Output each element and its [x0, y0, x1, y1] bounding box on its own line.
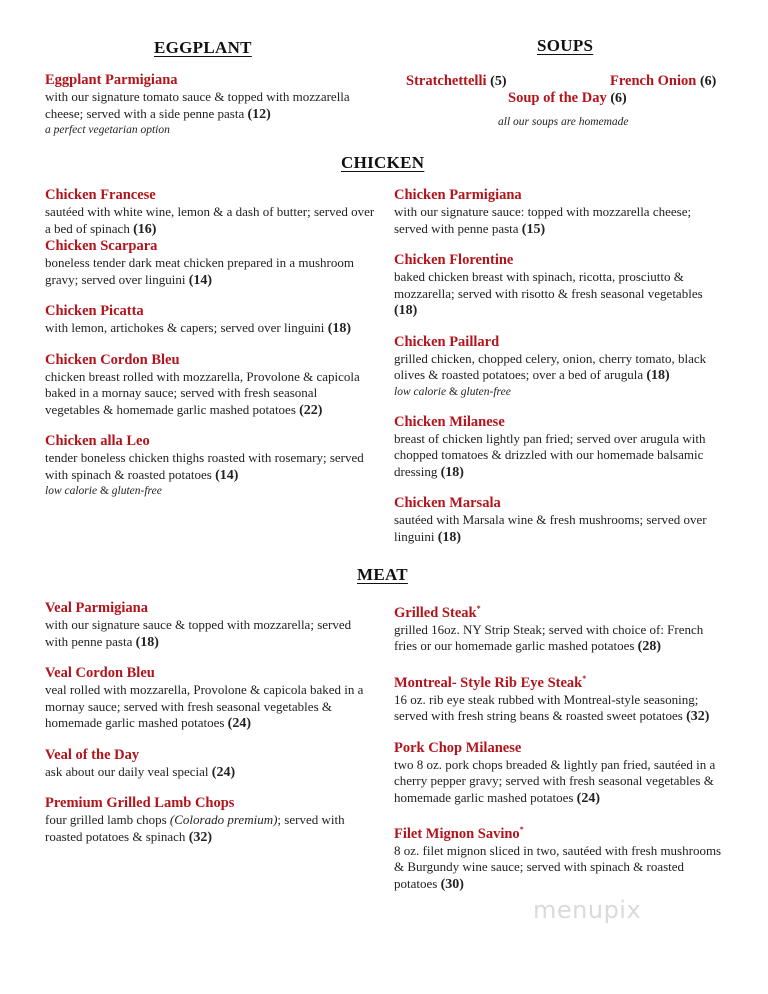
- item-description: two 8 oz. pork chops breaded & lightly pan fried, sautéed in a cherry pepper gravy; served with fresh seasonal vegetables & homemade garlic mashed potatoes (24): [394, 756, 716, 806]
- menu-item: [45, 433, 375, 499]
- menu-item: [394, 334, 724, 400]
- item-price: (14): [215, 467, 239, 483]
- item-description: sautéed with white wine, lemon & a dash of butter; served over a bed of spinach (16): [45, 204, 375, 237]
- item-name: Chicken Scarpara: [45, 238, 158, 254]
- item-price: (24): [227, 716, 251, 731]
- menu-item: [45, 795, 375, 846]
- menu-item: [394, 252, 724, 320]
- item-price: (18): [394, 303, 418, 318]
- item-name: Chicken Cordon Bleu: [45, 351, 180, 368]
- item-description: four grilled lamb chops (Colorado premium); served with roasted potatoes & spinach (32): [45, 812, 345, 845]
- item-price: (24): [576, 790, 600, 806]
- menu-item: [394, 495, 724, 546]
- soups-section-title: SOUPS: [537, 36, 594, 55]
- item-name: Chicken alla Leo: [45, 433, 150, 449]
- item-description: with our signature tomato sauce & topped with mozzarella cheese; served with a side penne pasta (12): [45, 89, 350, 122]
- soups-note: all our soups are homemade: [498, 116, 629, 128]
- item-name: Eggplant Parmigiana: [45, 72, 178, 88]
- star-mark: *: [519, 825, 524, 835]
- menu-item: [45, 747, 375, 782]
- item-description: boneless tender dark meat chicken prepared in a mushroom gravy; served over linguini (14): [45, 255, 354, 288]
- item-description: breast of chicken lightly pan fried; served over arugula with chopped tomatoes & drizzled with our homemade balsamic dressing (18): [394, 430, 706, 480]
- item-name: Chicken Picatta: [45, 303, 144, 319]
- item-name: Veal of the Day: [45, 746, 140, 763]
- eggplant-column: [45, 72, 375, 138]
- item-name: Chicken Paillard: [394, 333, 500, 350]
- item-price: (16): [133, 221, 157, 237]
- menu-item: [394, 187, 724, 238]
- star-mark: *: [582, 673, 587, 683]
- meat-section-title: MEAT: [357, 565, 408, 584]
- menu-item: [45, 600, 375, 651]
- item-description: sautéed with Marsala wine & fresh mushrooms; served over linguini (18): [394, 512, 707, 545]
- menu-item: [45, 238, 375, 289]
- item-description: chicken breast rolled with mozzarella, Provolone & capicola baked in a mornay sauce; served with fresh seasonal vegetables & homemade garlic mashed potatoes (22): [45, 368, 360, 418]
- item-price: (18): [440, 464, 464, 480]
- item-price: (18): [646, 368, 670, 383]
- item-price: (30): [440, 876, 464, 892]
- item-name: Veal Cordon Bleu: [45, 665, 155, 681]
- item-description: veal rolled with mozzarella, Provolone & capicola baked in a mornay sauce; served with fresh seasonal vegetables & homemade garlic mashed potatoes (24): [45, 682, 364, 731]
- item-description: with our signature sauce: topped with mozzarella cheese; served with penne pasta (15): [394, 204, 692, 237]
- item-note: low calorie & gluten-free: [394, 385, 511, 398]
- chicken-section-title: CHICKEN: [341, 153, 425, 172]
- chicken-right-column: [394, 187, 724, 546]
- item-name: Grilled Steak*: [394, 604, 481, 621]
- item-note: low calorie & gluten-free: [45, 485, 162, 497]
- item-name: Filet Mignon Savino*: [394, 825, 524, 842]
- menu-item: [394, 821, 724, 893]
- soup-item-stratchettelli: Stratchettelli (5): [406, 73, 507, 89]
- item-name: Montreal- Style Rib Eye Steak*: [394, 673, 587, 691]
- item-price: (14): [188, 272, 213, 288]
- menu-item: [45, 187, 375, 238]
- menu-item: [394, 740, 724, 808]
- chicken-left-column: [45, 187, 375, 499]
- item-price: (15): [521, 221, 546, 237]
- star-mark: *: [476, 604, 481, 613]
- menu-item: [45, 352, 375, 420]
- menu-item: [45, 303, 375, 338]
- menu-item: [45, 665, 375, 733]
- menu-item: [394, 670, 724, 726]
- item-price: (22): [299, 402, 323, 418]
- item-description: with lemon, artichokes & capers; served over linguini (18): [45, 320, 352, 336]
- item-name: Chicken Marsala: [394, 495, 501, 511]
- item-price: (32): [686, 709, 710, 725]
- item-price: (18): [437, 529, 462, 545]
- meat-right-column: [394, 600, 724, 893]
- item-description: 16 oz. rib eye steak rubbed with Montreal-style seasoning; served with fresh string beans & roasted sweet potatoes (32): [394, 691, 710, 725]
- item-description: with our signature sauce & topped with mozzarella; served with penne pasta (18): [45, 617, 352, 650]
- item-name: Chicken Florentine: [394, 252, 514, 268]
- item-price: (24): [211, 764, 236, 780]
- item-description: tender boneless chicken thighs roasted with rosemary; served with spinach & roasted potatoes (14): [45, 450, 364, 483]
- eggplant-section-title: EGGPLANT: [154, 38, 252, 57]
- item-description: grilled chicken, chopped celery, onion, cherry tomato, black olives & roasted potatoes; over a bed of arugula (18): [394, 350, 707, 383]
- item-name: Veal Parmigiana: [45, 600, 148, 616]
- item-name: Chicken Parmigiana: [394, 187, 522, 203]
- item-description: baked chicken breast with spinach, ricotta, prosciutto & mozzarella; served with risotto & fresh seasonal vegetables (18): [394, 269, 703, 318]
- menupix-watermark: menupix: [533, 896, 642, 924]
- soup-item-soup-of-the-day: Soup of the Day (6): [508, 90, 627, 106]
- menu-item: [394, 600, 724, 656]
- item-note: a perfect vegetarian option: [45, 124, 170, 136]
- item-description: ask about our daily veal special (24): [45, 763, 236, 780]
- item-price: (18): [327, 321, 352, 336]
- meat-left-column: [45, 600, 375, 846]
- item-price: (12): [247, 106, 271, 122]
- item-name: Pork Chop Milanese: [394, 739, 522, 756]
- soup-item-french-onion: French Onion (6): [610, 73, 717, 89]
- item-name: Chicken Milanese: [394, 413, 505, 430]
- menu-item: [45, 72, 375, 138]
- item-price: (18): [135, 634, 159, 650]
- item-name: Premium Grilled Lamb Chops: [45, 795, 235, 811]
- item-description: 8 oz. filet mignon sliced in two, sautéed with fresh mushrooms & Burgundy wine sauce; served with spinach & roasted potatoes (30): [394, 842, 722, 892]
- item-name: Chicken Francese: [45, 187, 156, 203]
- menu-item: [394, 414, 724, 482]
- item-price: (32): [188, 829, 213, 845]
- item-description: grilled 16oz. NY Strip Steak; served with choice of: French fries or our homemade garlic mashed potatoes (28): [394, 621, 704, 655]
- item-price: (28): [637, 639, 661, 655]
